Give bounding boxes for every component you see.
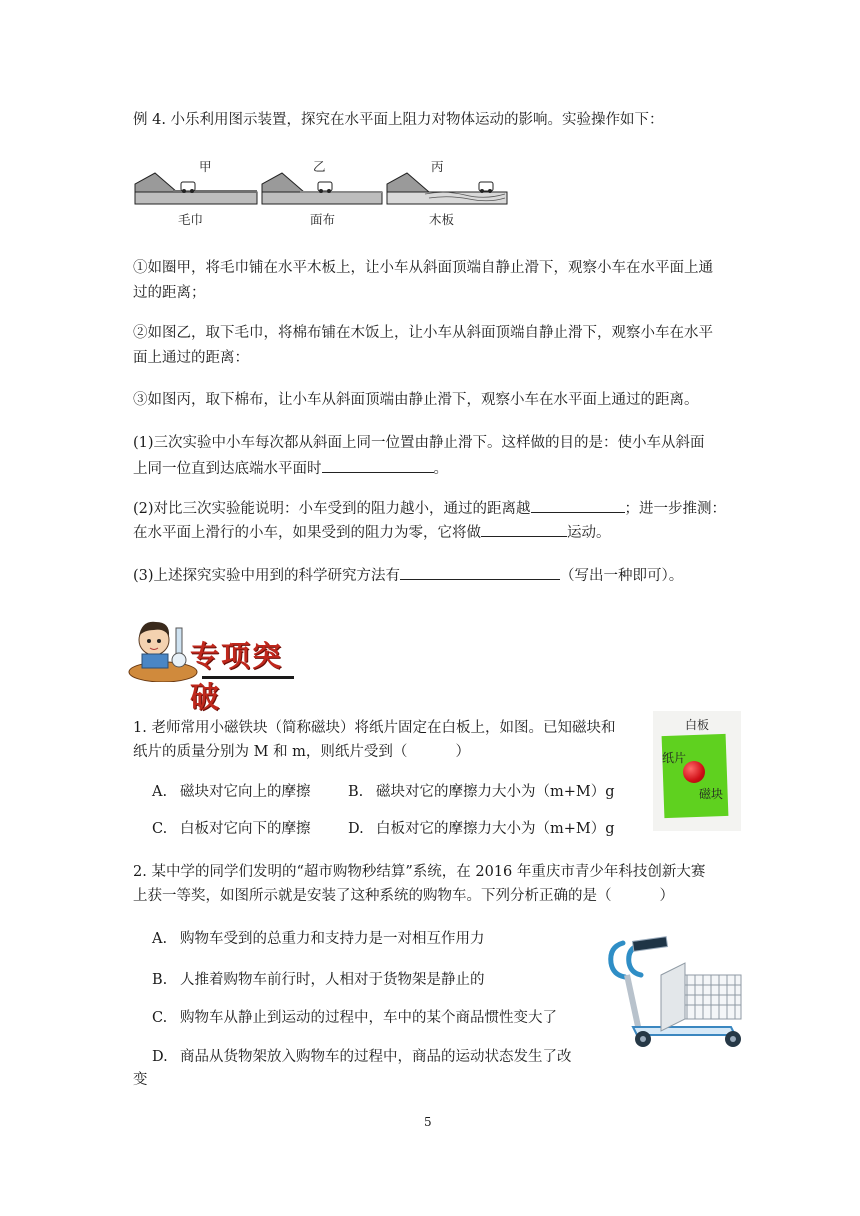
answer-blank-4[interactable] <box>400 564 560 580</box>
label-board: 白板 <box>685 718 710 732</box>
cartoon-student-icon <box>128 610 198 682</box>
page-number: 5 <box>424 1115 432 1129</box>
figure-label-yi: 乙 <box>313 159 326 174</box>
problem1-stem: 纸片的质量分别为 M 和 m，则纸片受到（ <box>133 744 408 760</box>
option-letter: D. <box>348 821 364 837</box>
problem2-option-d[interactable] <box>152 1047 572 1067</box>
problem1-line2 <box>133 742 470 762</box>
problem1-option-a[interactable] <box>152 782 311 802</box>
step1-line1: ①如圈甲，将毛巾铺在水平木板上，让小车从斜面顶端自静止滑下，观察小车在水平面上通 <box>133 260 713 276</box>
problem1-option-b[interactable] <box>348 782 615 802</box>
option-letter: C. <box>152 1010 168 1026</box>
step2-line2: 面上通过的距离： <box>133 350 249 366</box>
question1-line1: (1)三次实验中小车每次都从斜面上同一位置由静止滑下。这样做的目的是：使小车从斜面 <box>133 435 705 451</box>
option-text: 磁块对它向上的摩擦 <box>180 784 311 800</box>
figure-label-cloth: 面布 <box>310 212 336 227</box>
problem2-option-c[interactable] <box>152 1008 557 1028</box>
problem1-line1: 1. 老师常用小磁铁块（简称磁块）将纸片固定在白板上，如图。已知磁块和 <box>133 720 616 736</box>
figure-label-wood: 木板 <box>429 212 455 227</box>
question2-end: 运动。 <box>567 525 611 541</box>
option-text: 白板对它向下的摩擦 <box>180 821 311 837</box>
answer-blank-3[interactable] <box>481 521 567 537</box>
shopping-cart-icon <box>603 935 753 1055</box>
whiteboard-figure <box>653 711 741 831</box>
option-text: 磁块对它的摩擦力大小为（m+M）g <box>376 784 615 800</box>
section-banner <box>128 610 298 714</box>
banner-title: 专项突破 <box>190 639 284 714</box>
problem1-paren-close: ） <box>455 744 470 760</box>
option-text: 购物车受到的总重力和支持力是一对相互作用力 <box>180 931 485 947</box>
answer-blank-2[interactable] <box>531 497 625 513</box>
question3-text: (3)上述探究实验中用到的科学研究方法有 <box>133 568 401 584</box>
label-paper: 纸片 <box>662 751 687 765</box>
option-letter: A. <box>152 784 168 800</box>
question2-mid: ；进一步推测： <box>624 501 727 517</box>
question3-end: （写出一种即可）。 <box>560 568 684 584</box>
magnet-icon <box>683 761 705 783</box>
figure-label-jia: 甲 <box>199 159 212 174</box>
answer-blank-1[interactable] <box>322 457 434 473</box>
option-text: 白板对它的摩擦力大小为（m+M）g <box>376 821 615 837</box>
problem2-option-d-continued: 变 <box>133 1072 148 1088</box>
figure-label-bing: 丙 <box>431 159 444 174</box>
option-letter: B. <box>152 972 168 988</box>
question2-line2 <box>133 521 611 543</box>
question2-line1 <box>133 497 726 519</box>
step1-line2: 过的距离； <box>133 285 206 301</box>
problem2-stem: 上获一等奖，如图所示就是安装了这种系统的购物车。下列分析正确的是（ <box>133 888 612 904</box>
step3: ③如图丙，取下棉布，让小车从斜面顶端由静止滑下，观察小车在水平面上通过的距离。 <box>133 392 699 408</box>
problem2-option-b[interactable] <box>152 970 485 990</box>
problem2-option-a[interactable] <box>152 929 485 949</box>
example-intro: 例 4. 小乐利用图示装置，探究在水平面上阻力对物体运动的影响。实验操作如下： <box>133 112 664 128</box>
problem2-paren-close: ） <box>659 888 674 904</box>
question1-end: 。 <box>433 461 448 477</box>
question2-text: (2)对比三次实验能说明：小车受到的阻力越小，通过的距离越 <box>133 501 531 517</box>
incline-figure <box>133 155 513 230</box>
problem2-line2 <box>133 886 674 906</box>
setup-cloth <box>262 173 382 204</box>
option-text: 购物车从静止到运动的过程中，车中的某个商品惯性变大了 <box>180 1010 557 1026</box>
problem1-option-c[interactable] <box>152 819 311 839</box>
question2-text-2: 在水平面上滑行的小车，如果受到的阻力为零，它将做 <box>133 525 481 541</box>
option-letter: A. <box>152 931 168 947</box>
step2-line1: ②如图乙，取下毛巾，将棉布铺在木饭上，让小车从斜面顶端自静止滑下，观察小车在水平 <box>133 325 713 341</box>
setup-wood <box>387 173 507 204</box>
option-text: 商品从货物架放入购物车的过程中，商品的运动状态发生了改 <box>180 1049 572 1065</box>
question3 <box>133 564 683 586</box>
option-letter: B. <box>348 784 364 800</box>
label-magnet: 磁块 <box>699 787 724 801</box>
option-text: 人推着购物车前行时，人相对于货物架是静止的 <box>180 972 485 988</box>
setup-towel <box>135 173 257 204</box>
banner-underline <box>202 676 294 679</box>
option-letter: D. <box>152 1049 168 1065</box>
option-letter: C. <box>152 821 168 837</box>
problem1-option-d[interactable] <box>348 819 615 839</box>
question1-text: 上同一位直到达底端水平面时 <box>133 461 322 477</box>
figure-label-towel: 毛巾 <box>178 212 204 227</box>
question1-line2 <box>133 457 448 479</box>
problem2-line1: 2. 某中学的同学们发明的“超市购物秒结算”系统，在 2016 年重庆市青少年科技创新大赛 <box>133 864 706 880</box>
